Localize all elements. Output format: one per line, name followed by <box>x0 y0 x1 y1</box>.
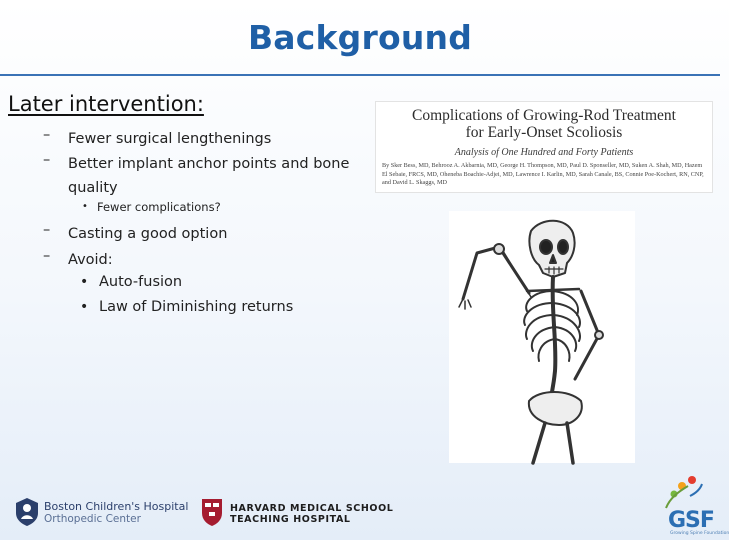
bch-name: Boston Children's Hospital <box>44 500 189 513</box>
slide-title: Background <box>247 18 473 57</box>
bullet-text: Avoid: <box>68 252 113 268</box>
bch-department: Orthopedic Center <box>44 513 141 525</box>
gsf-subtitle: Growing Spine Foundation <box>670 531 729 536</box>
bullet-text: Fewer surgical lengthenings <box>68 131 272 147</box>
paper-title-line1: Complications of Growing-Rod Treatment <box>412 107 676 124</box>
gsf-logo-text: GSF <box>668 508 714 533</box>
section-heading: Later intervention: <box>8 92 204 116</box>
bch-logo-icon <box>14 497 40 527</box>
gsf-logo-icon <box>652 474 712 510</box>
harvard-shield-icon <box>200 497 224 527</box>
hms-subtitle: TEACHING HOSPITAL <box>230 514 351 525</box>
paper-subtitle: Analysis of One Hundred and Forty Patients <box>454 147 634 158</box>
title-divider <box>0 74 720 76</box>
dash-marker: – <box>43 248 51 264</box>
bullet-dot-icon: • <box>80 299 89 315</box>
sub-bullet-text: Law of Diminishing returns <box>99 299 294 315</box>
bullet-dot-icon: • <box>82 201 88 212</box>
dash-marker: – <box>43 152 51 168</box>
paper-authors: By Sker Bess, MD, Behrooz A. Akbarnia, MD, George H. Thompson, MD, Paul D. Sponseller, MD, Suken A. Shah, MD, Hazem El Sebaie, FRCS, MD, Oheneba Boachie-Adjei, MD, Lawrence I. Karlin, MD, Sarah Canale, BS, Connie Poe-Kochert, RN, CNP, and David L. Skaggs, MD <box>382 162 704 186</box>
skeleton-icon <box>449 211 635 463</box>
paper-header-image <box>375 101 713 193</box>
dash-marker: – <box>43 222 51 238</box>
bullet-dot-icon: • <box>80 274 89 290</box>
skeleton-illustration <box>449 211 635 463</box>
hms-name: HARVARD MEDICAL SCHOOL <box>230 503 394 514</box>
sub-bullet-text: Auto-fusion <box>99 274 183 290</box>
paper-title-line2: for Early-Onset Scoliosis <box>465 124 623 141</box>
paper-title <box>376 107 712 141</box>
bch-logo-text <box>44 500 188 526</box>
bullet-text: Casting a good option <box>68 226 228 242</box>
bullet-text: Better implant anchor points and bone quality <box>68 156 350 196</box>
dash-marker: – <box>43 127 51 143</box>
hms-logo-text <box>230 503 393 525</box>
sub-bullet-text: Fewer complications? <box>97 200 221 214</box>
